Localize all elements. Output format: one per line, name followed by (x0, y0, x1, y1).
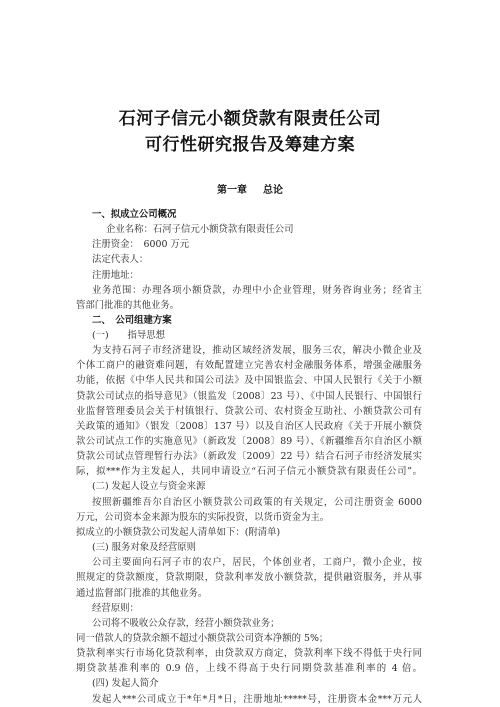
text-line: 通过监督部门批准的其他业务。 (76, 588, 208, 599)
text-line: 照规定的贷款额度，贷款期限，贷款利率发放小额贷款，提供融资服务，并从事 (76, 572, 422, 583)
text-line: 同一借款人的贷款余额不超过小额贷款公司资本净额的 5%； (76, 633, 329, 644)
document-subtitle: 可行性研究报告及筹建方案 (145, 135, 355, 155)
text-line: 企业名称：石河子信元小额贷款有限责任公司 (106, 224, 294, 235)
text-line: 发起人***公司成立于*年*月*日，注册地址*****号，注册资本金***万元人 (92, 694, 422, 705)
text-line: 法定代表人： (92, 254, 149, 265)
text-line: 万元，公司资本金来源为股东的实际投资，以货币资金为主。 (76, 512, 330, 523)
text-line: 个体工商户的融资难问题，有效配置建立完善农村金融服务体系，增强金融服务 (76, 360, 422, 371)
text-line: 公司主要面向石河子市的农户，居民，个体创业者，工商户，微小企业，按 (92, 557, 422, 568)
chapter-number: 第一章 (217, 185, 247, 196)
text-line: 经营原则： (92, 603, 139, 614)
text-line: 注册资金： 6000 万元 (92, 239, 190, 250)
text-line: 注册地址： (92, 270, 139, 281)
document-title: 石河子信元小额贷款有限责任公司 (118, 109, 382, 129)
text-line: 际，拟***作为主发起人，共同申请设立“石河子信元小额贷款有限责任公司”。 (76, 466, 422, 477)
section-heading: 一、拟成立公司概况 (92, 209, 177, 220)
text-line: 期贷款基准利率的 0.9 倍，上线不得高于央行同期贷款基准利率的 4 倍。 (76, 663, 422, 674)
text-line: 贷款利率实行市场化贷款利率，由贷款双方商定，贷款利率下线不得低于央行同 (76, 648, 422, 659)
text-line: 管部门批准的其他业务。 (76, 300, 180, 311)
text-line: (一) 指导思想 (92, 330, 165, 341)
section-heading: 二、 公司组建方案 (92, 315, 172, 326)
text-line: 公司将不吸收公众存款，经营小额贷款业务； (92, 618, 280, 629)
text-line: 业监督管理委员会关于村镇银行、贷款公司、农村资金互助社、小额贷款公司有 (76, 406, 422, 417)
chapter-heading (0, 181, 500, 196)
text-line: 款公司试点工作的实施意见》（新政发〔2008〕89 号）、《新疆维吾尔自治区小额 (76, 436, 422, 447)
text-line: (四) 发起人简介 (92, 678, 159, 689)
text-line: 业务范围：办理各项小额贷款，办理中小企业管理，财务咨询业务；经省主 (92, 285, 422, 296)
text-line: 功能，依据《中华人民共和国公司法》及中国银监会、中国人民银行《关于小额 (76, 375, 422, 386)
text-line: 关政策的通知》（银发〔2008〕137 号）以及自治区人民政府《关于开展小额贷 (76, 421, 422, 432)
text-line: 拟成立的小额贷款公司发起人清单如下：(附清单) (76, 527, 281, 538)
text-line: (三) 服务对象及经营原则 (92, 542, 197, 553)
text-line: 贷款公司试点的指导意见》（银监发〔2008〕23 号）、《中国人民银行、中国银行 (76, 391, 422, 402)
text-line: 按照新疆维吾尔自治区小额贷款公司政策的有关规定，公司注册资金 6000 (92, 497, 422, 508)
text-line: 为支持石河子市经济建设，推动区域经济发展，服务三农，解决小微企业及 (92, 345, 422, 356)
text-line: 贷款公司试点管理暂行办法》（新政发〔2009〕22 号）结合石河子市经济发展实 (76, 451, 422, 462)
text-line: (二) 发起人设立与资金来源 (92, 481, 206, 492)
chapter-name: 总论 (263, 185, 283, 196)
